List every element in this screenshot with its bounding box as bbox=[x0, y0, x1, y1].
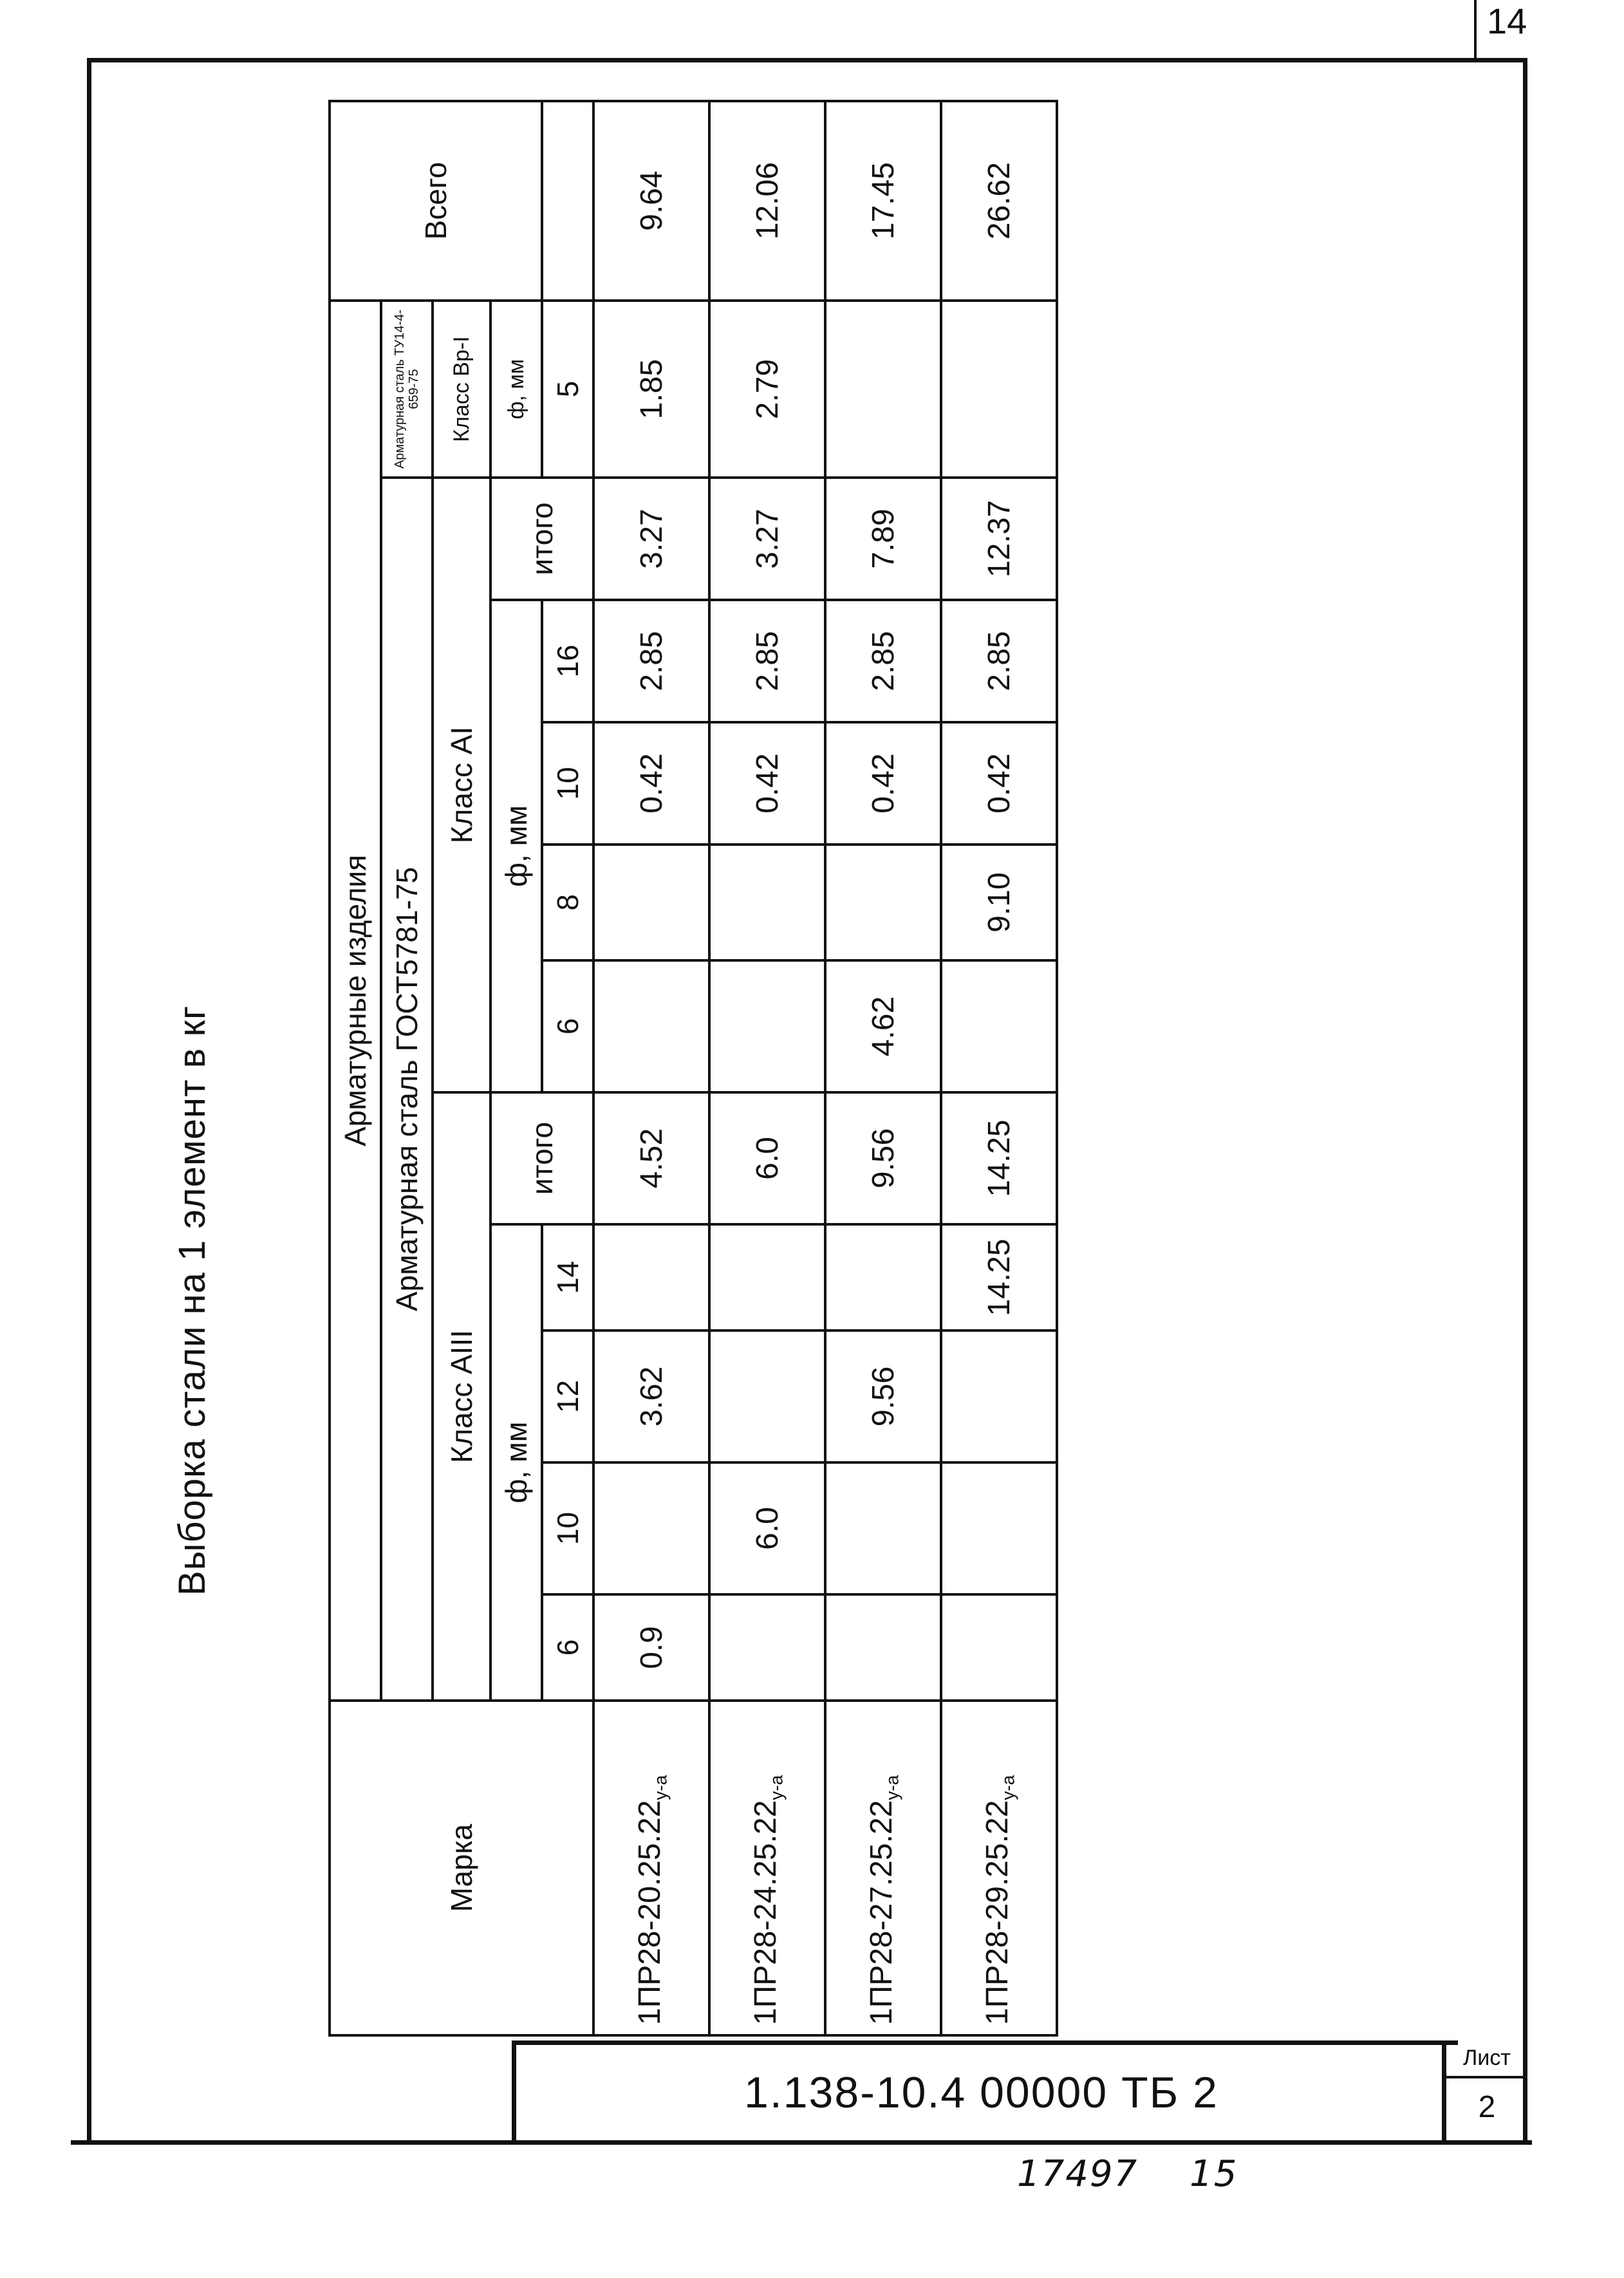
value-cell: 2.85 bbox=[593, 600, 709, 722]
document-code: 1.138-10.4 00000 ТБ 2 bbox=[744, 2068, 1218, 2117]
mark-cell bbox=[941, 1701, 1057, 2035]
mark-suffix: у-а bbox=[882, 1775, 902, 1800]
value-cell bbox=[825, 301, 941, 478]
class-ai-header: Класс АI bbox=[433, 478, 490, 1092]
value-cell bbox=[825, 1462, 941, 1594]
value-cell: 2.85 bbox=[709, 600, 825, 722]
ty-header: Арматурная сталь ТУ14-4-659-75 bbox=[381, 301, 433, 478]
diameter-header: 16 bbox=[542, 600, 593, 722]
value-cell: 2.85 bbox=[825, 600, 941, 722]
mark-text: 1ПР28-27.25.22 bbox=[864, 1800, 899, 2025]
table-row bbox=[709, 101, 825, 2035]
class-aiii-header: Класс АIII bbox=[433, 1092, 490, 1701]
aiii-diameter-label: ф, мм bbox=[490, 1224, 542, 1701]
total-cell: 7.89 bbox=[825, 478, 941, 600]
total-cell: 14.25 bbox=[941, 1092, 1057, 1224]
title-block bbox=[512, 2040, 1458, 2140]
diameter-header: 14 bbox=[542, 1224, 593, 1330]
value-cell bbox=[941, 1330, 1057, 1462]
value-cell bbox=[941, 1462, 1057, 1594]
value-cell: 0.42 bbox=[825, 722, 941, 845]
ai-total-header: итого bbox=[490, 478, 593, 600]
value-cell: 9.10 bbox=[941, 845, 1057, 960]
grand-total-blank bbox=[542, 101, 593, 301]
sheet-number: 2 bbox=[1478, 2090, 1496, 2124]
value-cell bbox=[709, 1330, 825, 1462]
value-cell bbox=[825, 845, 941, 960]
value-cell: 9.56 bbox=[825, 1330, 941, 1462]
value-cell: 2.79 bbox=[709, 301, 825, 478]
diameter-header: 5 bbox=[542, 301, 593, 478]
diameter-header: 8 bbox=[542, 845, 593, 960]
mark-text: 1ПР28-24.25.22 bbox=[748, 1800, 783, 2025]
grand-total-cell: 12.06 bbox=[709, 101, 825, 301]
mark-cell bbox=[709, 1701, 825, 2035]
value-cell: 0.42 bbox=[709, 722, 825, 845]
value-cell bbox=[709, 845, 825, 960]
page-title: Выборка стали на 1 элемент в кг bbox=[171, 1005, 213, 1596]
value-cell: 14.25 bbox=[941, 1224, 1057, 1330]
value-cell bbox=[825, 1594, 941, 1701]
value-cell: 0.9 bbox=[593, 1594, 709, 1701]
value-cell bbox=[941, 960, 1057, 1092]
value-cell bbox=[941, 1594, 1057, 1701]
diameter-header: 6 bbox=[542, 1594, 593, 1701]
grand-total-header: Всего bbox=[330, 101, 542, 301]
diameter-header: 12 bbox=[542, 1330, 593, 1462]
grand-total-cell: 17.45 bbox=[825, 101, 941, 301]
mark-text: 1ПР28-20.25.22 bbox=[632, 1800, 667, 2025]
bp-diameter-label: ф, мм bbox=[490, 301, 542, 478]
grand-total-cell: 9.64 bbox=[593, 101, 709, 301]
value-cell: 6.0 bbox=[709, 1462, 825, 1594]
mark-cell bbox=[825, 1701, 941, 2035]
steel-selection-table bbox=[328, 100, 1058, 2037]
mark-text: 1ПР28-29.25.22 bbox=[980, 1800, 1014, 2025]
value-cell bbox=[825, 1224, 941, 1330]
sheet-label: Лист bbox=[1446, 2040, 1527, 2078]
value-cell bbox=[941, 301, 1057, 478]
mark-suffix: у-а bbox=[766, 1775, 787, 1800]
value-cell: 2.85 bbox=[941, 600, 1057, 722]
total-cell: 3.27 bbox=[593, 478, 709, 600]
value-cell: 0.42 bbox=[941, 722, 1057, 845]
value-cell bbox=[593, 1224, 709, 1330]
total-cell: 6.0 bbox=[709, 1092, 825, 1224]
total-cell: 12.37 bbox=[941, 478, 1057, 600]
table-row bbox=[941, 101, 1057, 2035]
page-number: 14 bbox=[1487, 1, 1527, 41]
mark-cell bbox=[593, 1701, 709, 2035]
class-bp1-header: Класс Вр-I bbox=[433, 301, 490, 478]
value-cell bbox=[709, 960, 825, 1092]
total-cell: 4.52 bbox=[593, 1092, 709, 1224]
products-header: Арматурные изделия bbox=[330, 301, 381, 1701]
grand-total-cell: 26.62 bbox=[941, 101, 1057, 301]
value-cell bbox=[593, 960, 709, 1092]
mark-header: Марка bbox=[330, 1701, 593, 2035]
archive-stamp bbox=[1017, 2153, 1238, 2195]
value-cell: 4.62 bbox=[825, 960, 941, 1092]
mark-suffix: у-а bbox=[998, 1775, 1018, 1800]
sheet-box bbox=[1442, 2040, 1527, 2140]
gost-header: Арматурная сталь ГОСТ5781-75 bbox=[381, 478, 433, 1701]
value-cell: 0.42 bbox=[593, 722, 709, 845]
total-cell: 3.27 bbox=[709, 478, 825, 600]
mark-suffix: у-а bbox=[650, 1775, 671, 1800]
value-cell bbox=[709, 1224, 825, 1330]
archive-page: 15 bbox=[1190, 2153, 1238, 2195]
value-cell: 3.62 bbox=[593, 1330, 709, 1462]
ai-diameter-label: ф, мм bbox=[490, 600, 542, 1092]
archive-inventory: 17497 bbox=[1017, 2153, 1139, 2195]
total-cell: 9.56 bbox=[825, 1092, 941, 1224]
value-cell bbox=[593, 1462, 709, 1594]
value-cell bbox=[709, 1594, 825, 1701]
aiii-total-header: итого bbox=[490, 1092, 593, 1224]
table-row bbox=[593, 101, 709, 2035]
diameter-header: 10 bbox=[542, 722, 593, 845]
diameter-header: 10 bbox=[542, 1462, 593, 1594]
table-row bbox=[825, 101, 941, 2035]
diameter-header: 6 bbox=[542, 960, 593, 1092]
value-cell bbox=[593, 845, 709, 960]
value-cell: 1.85 bbox=[593, 301, 709, 478]
